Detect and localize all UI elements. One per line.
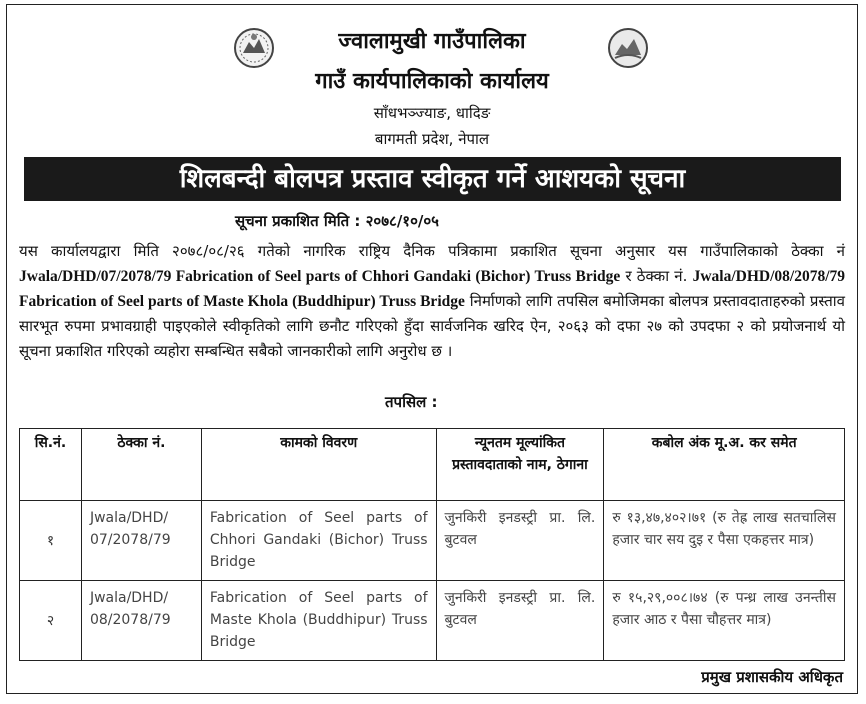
published-date: सूचना प्रकाशित मिति : २०७८/१०/०५	[235, 212, 439, 230]
schedule-label: तपसिल :	[385, 393, 438, 411]
cell-bidder: जुनकिरी इनडस्ट्री प्रा. लि. बुटवल	[436, 581, 604, 661]
header-bidder: न्यूनतम मूल्यांकित प्रस्तावदाताको नाम, ठेगाना	[436, 429, 604, 501]
address-line-2: बागमती प्रदेश, नेपाल	[374, 130, 490, 148]
cell-contract-no: Jwala/DHD/ 07/2078/79	[81, 501, 201, 581]
table-row	[20, 501, 845, 581]
cell-contract-no: Jwala/DHD/ 08/2078/79	[81, 581, 201, 661]
contract-2-reference: Jwala/DHD/08/2078/79 Fabrication of Seel parts of Maste Khola (Buddhipur) Truss Bridge	[19, 268, 845, 310]
cell-bidder: जुनकिरी इनडस्ट्री प्रा. लि. बुटवल	[436, 501, 604, 581]
contract-1-reference: Jwala/DHD/07/2078/79 Fabrication of Seel parts of Chhori Gandaki (Bichor) Truss Bridge	[19, 268, 621, 285]
header-contract-no: ठेक्का नं.	[81, 429, 201, 501]
office-name: गाउँ कार्यपालिकाको कार्यालय	[315, 69, 549, 94]
notice-title-bar: शिलबन्दी बोलपत्र प्रस्ताव स्वीकृत गर्ने आशयको सूचना	[24, 157, 841, 201]
notice-page	[6, 4, 858, 694]
organization-name: ज्वालामुखी गाउँपालिका	[338, 29, 526, 54]
header-description: कामको विवरण	[201, 429, 436, 501]
table-row	[20, 581, 845, 661]
signatory: प्रमुख प्रशासकीय अधिकृत	[701, 668, 843, 686]
letterhead	[7, 5, 857, 150]
cell-description: Fabrication of Seel parts of Chhori Gandaki (Bichor) Truss Bridge	[201, 501, 436, 581]
tender-table	[19, 428, 845, 661]
cell-description: Fabrication of Seel parts of Maste Khola (Buddhipur) Truss Bridge	[201, 581, 436, 661]
cell-amount: रु १५,२९,००८।७४ (रु पन्ध्र लाख उनन्तीस हजार आठ र पैसा चौहत्तर मात्र)	[604, 581, 845, 661]
cell-amount: रु १३,४७,४०२।७१ (रु तेह्र लाख सतचालिस हजार चार सय दुइ र पैसा एकहत्तर मात्र)	[604, 501, 845, 581]
cell-serial: २	[20, 581, 82, 661]
notice-body	[19, 239, 845, 364]
header-serial: सि.नं.	[20, 429, 82, 501]
address-line-1: साँधभञ्ज्याङ, धादिङ	[373, 104, 491, 122]
header-amount: कबोल अंक मू.अ. कर समेत	[604, 429, 845, 501]
body-text-part-1: यस कार्यालयद्वारा मिति २०७८/०८/२६ गतेको नागरिक राष्ट्रिय दैनिक पत्रिकामा प्रकाशित सूचना अनुसार यस गाउँपालिकाको ठेक्का नं	[19, 242, 845, 260]
body-text-part-3: निर्माणको लागि तपसिल बमोजिमका बोलपत्र प्रस्तावदाताहरुको प्रस्ताव सारभूत रुपमा प्रभावग्राही पाइएकोले स्वीकृतिको लागि छनौट गरिएको हुँदा सार्वजनिक खरिद ऐन, २०६३ को दफा २७ को उपदफा २ को प्रयोजनार्थ यो सूचना प्रकाशित गरिएको व्यहोरा सम्बन्धित सबैको जानकारीको लागि अनुरोध छ ।	[19, 292, 845, 360]
municipality-seal-icon	[607, 27, 649, 73]
cell-serial: १	[20, 501, 82, 581]
body-text-part-2: र ठेक्का नं.	[620, 267, 693, 285]
table-header-row	[20, 429, 845, 501]
